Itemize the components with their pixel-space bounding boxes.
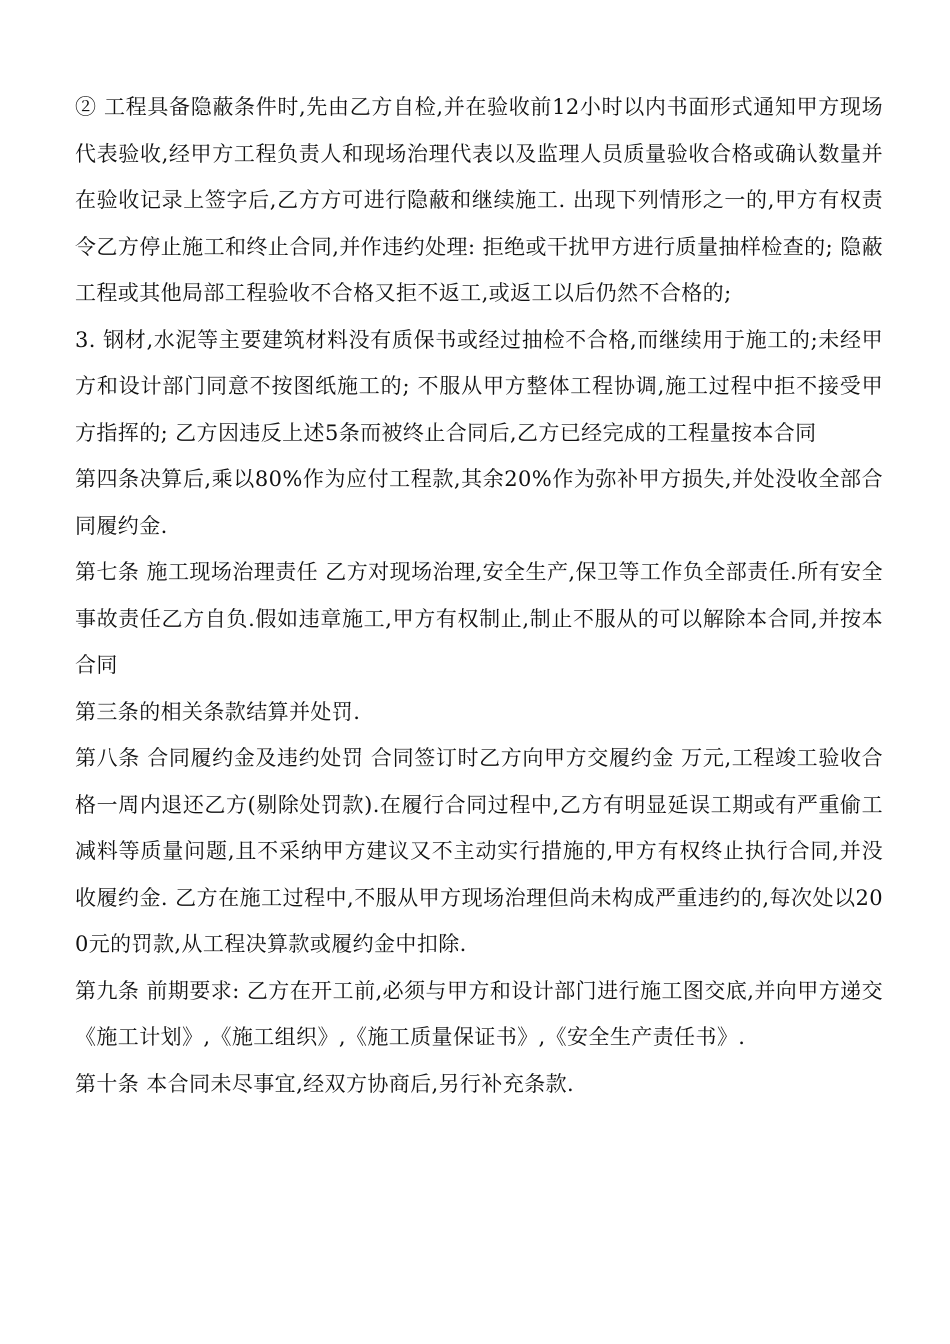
paragraph-article-3-ref: 第三条的相关条款结算并处罚.	[75, 699, 361, 724]
paragraph-article-7: 第七条 施工现场治理责任 乙方对现场治理,安全生产,保卫等工作负全部责任.所有安全事故责任乙方自负.假如违章施工,甲方有权制止,制止不服从的可以解除本合同,并按本合同	[75, 560, 883, 677]
document-body	[75, 84, 883, 1107]
paragraph-hidden-works: ② 工程具备隐蔽条件时,先由乙方自检,并在验收前12小时以内书面形式通知甲方现场代表验收,经甲方工程负责人和现场治理代表以及监理人员质量验收合格或确认数量并在验收记录上签字后,乙方方可进行隐蔽和继续施工. 出现下列情形之一的,甲方有权责令乙方停止施工和终止合同,并作违约处理: 拒绝或干扰甲方进行质量抽样检查的; 隐蔽工程或其他局部工程验收不合格又拒不返工,或返工以后仍然不合格的;	[75, 95, 883, 305]
paragraph-article-8: 第八条 合同履约金及违约处罚 合同签订时乙方向甲方交履约金 万元,工程竣工验收合格一周内退还乙方(剔除处罚款).在履行合同过程中,乙方有明显延误工期或有严重偷工减料等质量问题,且不采纳甲方建议又不主动实行措施的,甲方有权终止执行合同,并没收履约金. 乙方在施工过程中,不服从甲方现场治理但尚未构成严重违约的,每次处以200元的罚款,从工程决算款或履约金中扣除.	[75, 746, 883, 956]
paragraph-materials: 3. 钢材,水泥等主要建筑材料没有质保书或经过抽检不合格,而继续用于施工的;未经甲方和设计部门同意不按图纸施工的; 不服从甲方整体工程协调,施工过程中拒不接受甲方指挥的; 乙方因违反上述5条而被终止合同后,乙方已经完成的工程量按本合同	[75, 327, 883, 445]
paragraph-article-10: 第十条 本合同未尽事宜,经双方协商后,另行补充条款.	[75, 1071, 575, 1096]
paragraph-article-4: 第四条决算后,乘以80%作为应付工程款,其余20%作为弥补甲方损失,并处没收全部合同履约金.	[75, 467, 883, 538]
paragraph-article-9: 第九条 前期要求: 乙方在开工前,必须与甲方和设计部门进行施工图交底,并向甲方递交《施工计划》,《施工组织》,《施工质量保证书》,《安全生产责任书》.	[75, 978, 883, 1049]
